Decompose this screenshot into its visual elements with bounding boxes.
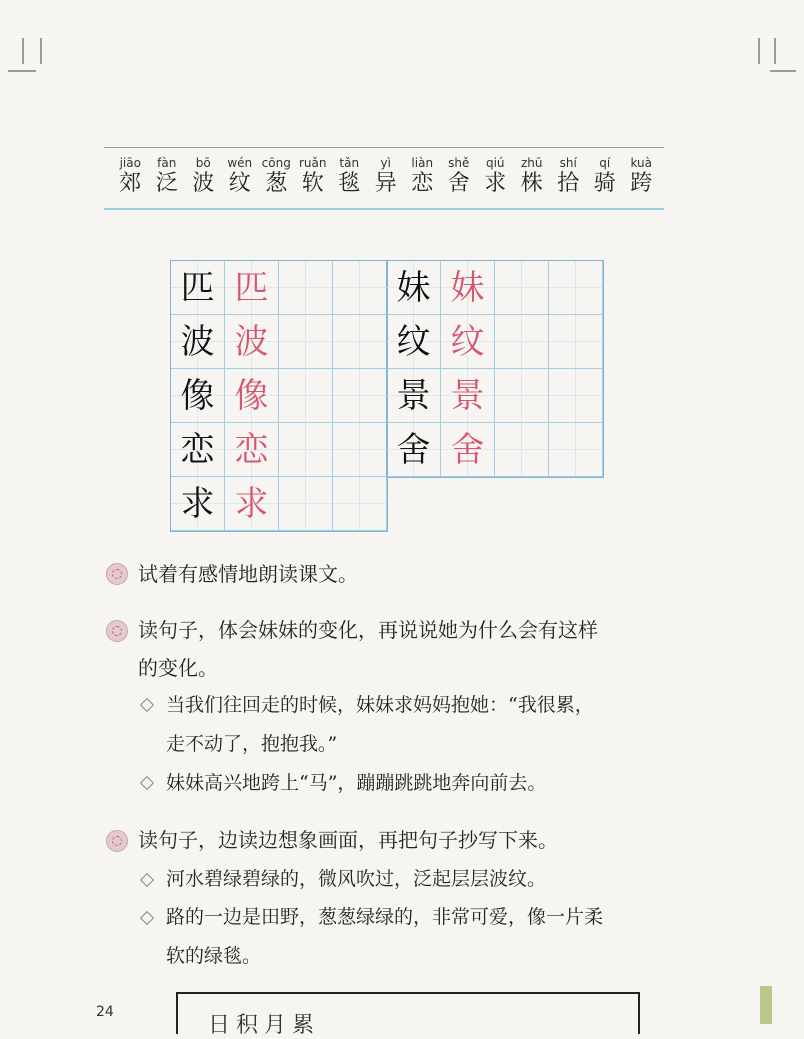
trace-character: 匹 (225, 261, 279, 315)
writing-grid-right (386, 260, 604, 478)
crop-mark (22, 38, 24, 64)
empty-writing-cell (549, 315, 603, 369)
vocabulary-strip (104, 147, 664, 210)
exercise-2-text: 的变化。 (138, 656, 218, 680)
vocab-character: 株 (520, 171, 543, 196)
vocab-pinyin: cōng (261, 156, 291, 170)
empty-writing-cell (549, 261, 603, 315)
empty-writing-cell (279, 369, 333, 423)
exercise-3-text: 读句子，边读边想象画面，再把句子抄写下来。 (138, 828, 558, 852)
trace-character: 恋 (225, 423, 279, 477)
vocab-item (222, 156, 259, 198)
model-character: 舍 (387, 423, 441, 477)
vocab-character: 求 (484, 171, 507, 196)
trace-character: 舍 (441, 423, 495, 477)
exercise-1-text: 试着有感情地朗读课文。 (138, 562, 358, 586)
page-number: 24 (96, 1004, 114, 1020)
vocab-character: 拾 (557, 171, 580, 196)
empty-writing-cell (549, 423, 603, 477)
vocab-pinyin: kuà (630, 156, 653, 170)
vocab-pinyin: liàn (411, 156, 434, 170)
empty-writing-cell (279, 477, 333, 531)
vocab-character: 郊 (119, 171, 142, 196)
model-character: 匹 (171, 261, 225, 315)
crop-mark (758, 38, 760, 64)
vocab-character: 葱 (265, 171, 288, 196)
trace-character: 妹 (441, 261, 495, 315)
crop-mark (770, 70, 796, 72)
crop-mark (40, 38, 42, 64)
crop-mark (8, 70, 36, 72)
exercise-3-item: 路的一边是田野，葱葱绿绿的，非常可爱，像一片柔 (166, 906, 604, 928)
vocab-item (368, 156, 405, 198)
vocab-pinyin: zhū (520, 156, 543, 170)
empty-writing-cell (279, 423, 333, 477)
vocab-item (587, 156, 624, 198)
exercise-2-item: 妹妹高兴地跨上“马”，蹦蹦跳跳地奔向前去。 (166, 772, 547, 794)
trace-character: 像 (225, 369, 279, 423)
vocab-item (258, 156, 295, 198)
section-box-title: 日积月累 (208, 1013, 321, 1038)
page-edge-tab (760, 986, 772, 1024)
vocab-item (477, 156, 514, 198)
exercise-bullet-icon (106, 830, 128, 852)
empty-writing-cell (279, 261, 333, 315)
vocab-item (185, 156, 222, 198)
exercise-bullet-icon (106, 563, 128, 585)
model-character: 波 (171, 315, 225, 369)
exercise-3-item: 软的绿毯。 (166, 945, 262, 967)
diamond-bullet-icon (140, 911, 154, 925)
vocab-character: 异 (374, 171, 397, 196)
vocab-item (623, 156, 660, 198)
section-box (176, 992, 640, 1038)
empty-writing-cell (549, 369, 603, 423)
vocab-pinyin: ruǎn (299, 156, 327, 170)
model-character: 纹 (387, 315, 441, 369)
trace-character: 求 (225, 477, 279, 531)
empty-writing-cell (279, 315, 333, 369)
vocab-item (295, 156, 332, 198)
vocab-pinyin: tǎn (339, 156, 360, 170)
vocab-character: 舍 (447, 171, 470, 196)
vocab-pinyin: yì (380, 156, 391, 170)
vocab-character: 恋 (411, 171, 434, 196)
vocab-item (404, 156, 441, 198)
vocab-pinyin: wén (227, 156, 253, 170)
vocab-character: 软 (301, 171, 324, 196)
exercise-3-item: 河水碧绿碧绿的，微风吹过，泛起层层波纹。 (166, 868, 547, 890)
vocab-pinyin: jiāo (119, 156, 141, 170)
diamond-bullet-icon (140, 698, 154, 712)
empty-writing-cell (333, 477, 387, 531)
vocab-item (441, 156, 478, 198)
model-character: 求 (171, 477, 225, 531)
empty-writing-cell (333, 261, 387, 315)
vocab-character: 毯 (338, 171, 361, 196)
vocab-pinyin: shí (559, 156, 577, 170)
vocab-item (514, 156, 551, 198)
vocab-character: 泛 (155, 171, 178, 196)
empty-writing-cell (495, 423, 549, 477)
empty-writing-cell (333, 423, 387, 477)
vocab-character: 纹 (228, 171, 251, 196)
exercise-2-item: 当我们往回走的时候，妹妹求妈妈抱她：“我很累， (166, 694, 594, 716)
vocab-pinyin: shě (448, 156, 470, 170)
vocab-item (112, 156, 149, 198)
trace-character: 波 (225, 315, 279, 369)
empty-writing-cell (495, 315, 549, 369)
crop-mark (774, 38, 776, 64)
vocab-item (550, 156, 587, 198)
model-character: 景 (387, 369, 441, 423)
vocab-pinyin: qí (599, 156, 611, 170)
empty-writing-cell (333, 369, 387, 423)
vocab-character: 波 (192, 171, 215, 196)
exercise-bullet-icon (106, 620, 128, 642)
empty-writing-cell (333, 315, 387, 369)
trace-character: 景 (441, 369, 495, 423)
empty-writing-cell (495, 369, 549, 423)
model-character: 像 (171, 369, 225, 423)
vocab-item (149, 156, 186, 198)
exercise-2-item: 走不动了，抱抱我。” (166, 733, 338, 755)
trace-character: 纹 (441, 315, 495, 369)
empty-writing-cell (495, 261, 549, 315)
vocab-character: 骑 (593, 171, 616, 196)
diamond-bullet-icon (140, 776, 154, 790)
vocab-item (331, 156, 368, 198)
vocab-pinyin: bō (195, 156, 211, 170)
vocab-pinyin: qiú (485, 156, 505, 170)
model-character: 妹 (387, 261, 441, 315)
vocab-character: 跨 (630, 171, 653, 196)
vocab-pinyin: fàn (157, 156, 177, 170)
writing-grid-left (170, 260, 388, 532)
diamond-bullet-icon (140, 873, 154, 887)
model-character: 恋 (171, 423, 225, 477)
exercise-2-text: 读句子，体会妹妹的变化，再说说她为什么会有这样 (138, 618, 598, 642)
